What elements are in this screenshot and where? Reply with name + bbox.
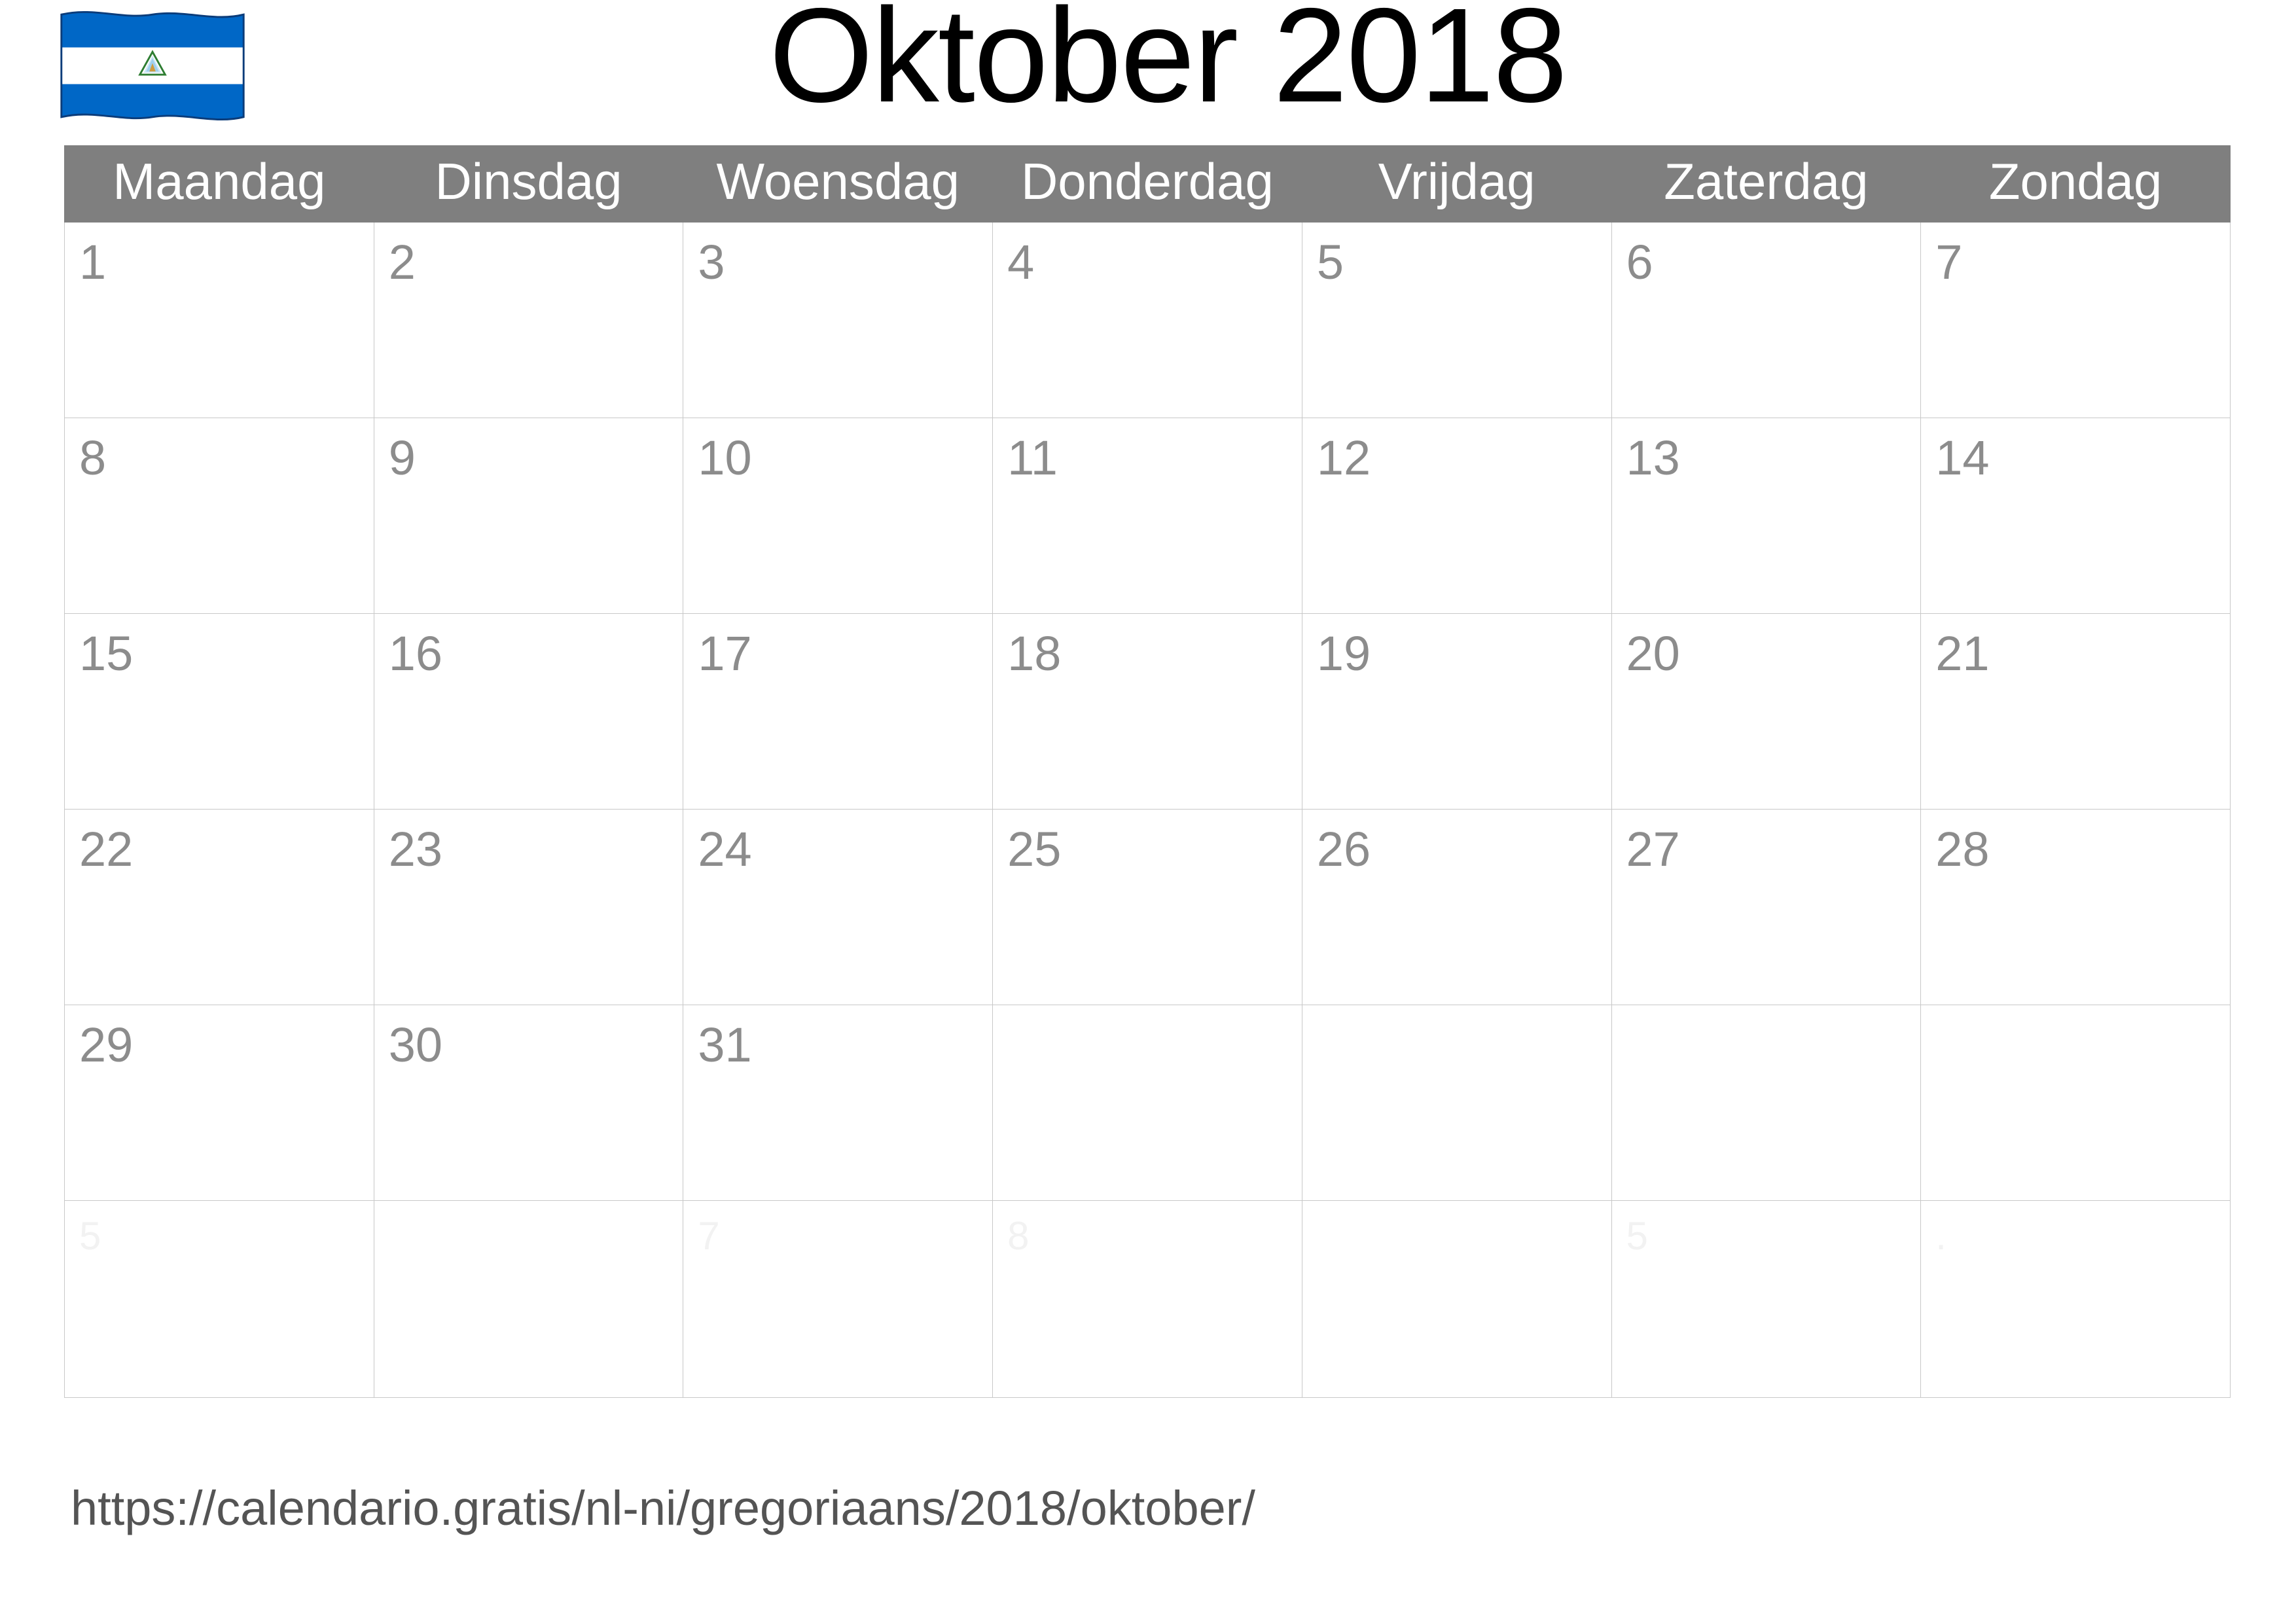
day-cell[interactable]	[65, 614, 374, 810]
day-cell[interactable]	[993, 810, 1302, 1005]
week-row	[65, 810, 2231, 1005]
week-row	[65, 223, 2231, 418]
day-number: 1	[79, 235, 107, 289]
day-cell[interactable]	[1302, 418, 1611, 614]
week-row	[65, 418, 2231, 614]
day-cell[interactable]	[1921, 614, 2231, 810]
day-cell[interactable]	[1921, 1201, 2231, 1398]
page-header	[0, 0, 2296, 141]
day-number: 2	[388, 235, 416, 289]
source-url[interactable]: https://calendario.gratis/nl-ni/gregoriaans/2018/oktober/	[71, 1481, 1255, 1535]
day-cell[interactable]	[374, 810, 683, 1005]
day-number: 16	[388, 626, 443, 681]
day-number: 13	[1626, 431, 1680, 485]
day-number	[1302, 1201, 1611, 1217]
day-cell[interactable]	[1921, 1005, 2231, 1201]
day-cell[interactable]	[374, 614, 683, 810]
day-number: 4	[1007, 235, 1035, 289]
day-number: 8	[79, 431, 107, 485]
weekday-header-row	[65, 146, 2231, 223]
day-cell[interactable]	[374, 223, 683, 418]
day-cell[interactable]	[1921, 223, 2231, 418]
day-number	[1302, 1005, 1611, 1021]
day-cell[interactable]	[1302, 614, 1611, 810]
day-number: 19	[1316, 626, 1371, 681]
day-number: 26	[1316, 822, 1371, 876]
day-number: 15	[79, 626, 134, 681]
day-cell[interactable]	[1302, 223, 1611, 418]
day-number: 5	[1626, 1214, 1648, 1258]
weekday-header-monday: Maandag	[65, 146, 374, 223]
day-number: 3	[698, 235, 725, 289]
day-cell[interactable]	[1921, 810, 2231, 1005]
day-number: 30	[388, 1018, 443, 1072]
month-calendar	[64, 145, 2231, 1398]
day-number: 18	[1007, 626, 1062, 681]
day-number: 21	[1935, 626, 1990, 681]
day-cell[interactable]	[1611, 418, 1921, 614]
day-cell[interactable]	[65, 1201, 374, 1398]
day-cell[interactable]	[65, 810, 374, 1005]
day-number	[1612, 1005, 1921, 1021]
day-number: 23	[388, 822, 443, 876]
day-cell[interactable]	[374, 1201, 683, 1398]
day-number: 7	[1935, 235, 1963, 289]
day-number: 5	[79, 1214, 101, 1258]
day-cell[interactable]	[1611, 223, 1921, 418]
day-number: 29	[79, 1018, 134, 1072]
day-cell[interactable]	[1611, 614, 1921, 810]
day-number	[993, 1005, 1302, 1021]
day-number: 20	[1626, 626, 1680, 681]
day-cell[interactable]	[1611, 810, 1921, 1005]
week-row	[65, 1005, 2231, 1201]
day-number: 10	[698, 431, 752, 485]
day-number: 11	[1007, 431, 1058, 485]
day-cell[interactable]	[65, 418, 374, 614]
day-number: 22	[79, 822, 134, 876]
weekday-header-saturday: Zaterdag	[1611, 146, 1921, 223]
day-number: 25	[1007, 822, 1062, 876]
week-row-faded	[65, 1201, 2231, 1398]
day-number: 14	[1935, 431, 1990, 485]
day-number	[374, 1201, 683, 1217]
day-number: 6	[1626, 235, 1653, 289]
day-cell[interactable]	[374, 1005, 683, 1201]
day-number: 9	[388, 431, 416, 485]
day-cell[interactable]	[683, 223, 993, 418]
day-cell[interactable]	[65, 223, 374, 418]
day-number: 27	[1626, 822, 1680, 876]
day-cell[interactable]	[1302, 1005, 1611, 1201]
day-number	[1921, 1005, 2230, 1021]
day-number: 17	[698, 626, 752, 681]
day-cell[interactable]	[993, 1201, 1302, 1398]
weekday-header-tuesday: Dinsdag	[374, 146, 683, 223]
day-cell[interactable]	[993, 1005, 1302, 1201]
week-row	[65, 614, 2231, 810]
day-cell[interactable]	[1611, 1201, 1921, 1398]
day-number: 8	[1007, 1214, 1030, 1258]
day-number: 24	[698, 822, 752, 876]
day-cell[interactable]	[1611, 1005, 1921, 1201]
day-number: 7	[698, 1214, 720, 1258]
weekday-header-thursday: Donderdag	[993, 146, 1302, 223]
day-cell[interactable]	[1302, 810, 1611, 1005]
day-cell[interactable]	[993, 223, 1302, 418]
day-cell[interactable]	[1921, 418, 2231, 614]
day-cell[interactable]	[683, 1005, 993, 1201]
day-cell[interactable]	[683, 1201, 993, 1398]
day-number: 5	[1316, 235, 1344, 289]
day-number: 31	[698, 1018, 752, 1072]
day-cell[interactable]	[65, 1005, 374, 1201]
day-cell[interactable]	[1302, 1201, 1611, 1398]
day-cell[interactable]	[683, 614, 993, 810]
day-cell[interactable]	[993, 418, 1302, 614]
weekday-header-wednesday: Woensdag	[683, 146, 993, 223]
day-number: 28	[1935, 822, 1990, 876]
day-number: 12	[1316, 431, 1371, 485]
day-cell[interactable]	[683, 810, 993, 1005]
day-number: .	[1935, 1214, 1946, 1258]
day-cell[interactable]	[683, 418, 993, 614]
page-title: Oktober 2018	[768, 0, 1567, 130]
weekday-header-friday: Vrijdag	[1302, 146, 1611, 223]
day-cell[interactable]	[993, 614, 1302, 810]
weekday-header-sunday: Zondag	[1921, 146, 2231, 223]
day-cell[interactable]	[374, 418, 683, 614]
